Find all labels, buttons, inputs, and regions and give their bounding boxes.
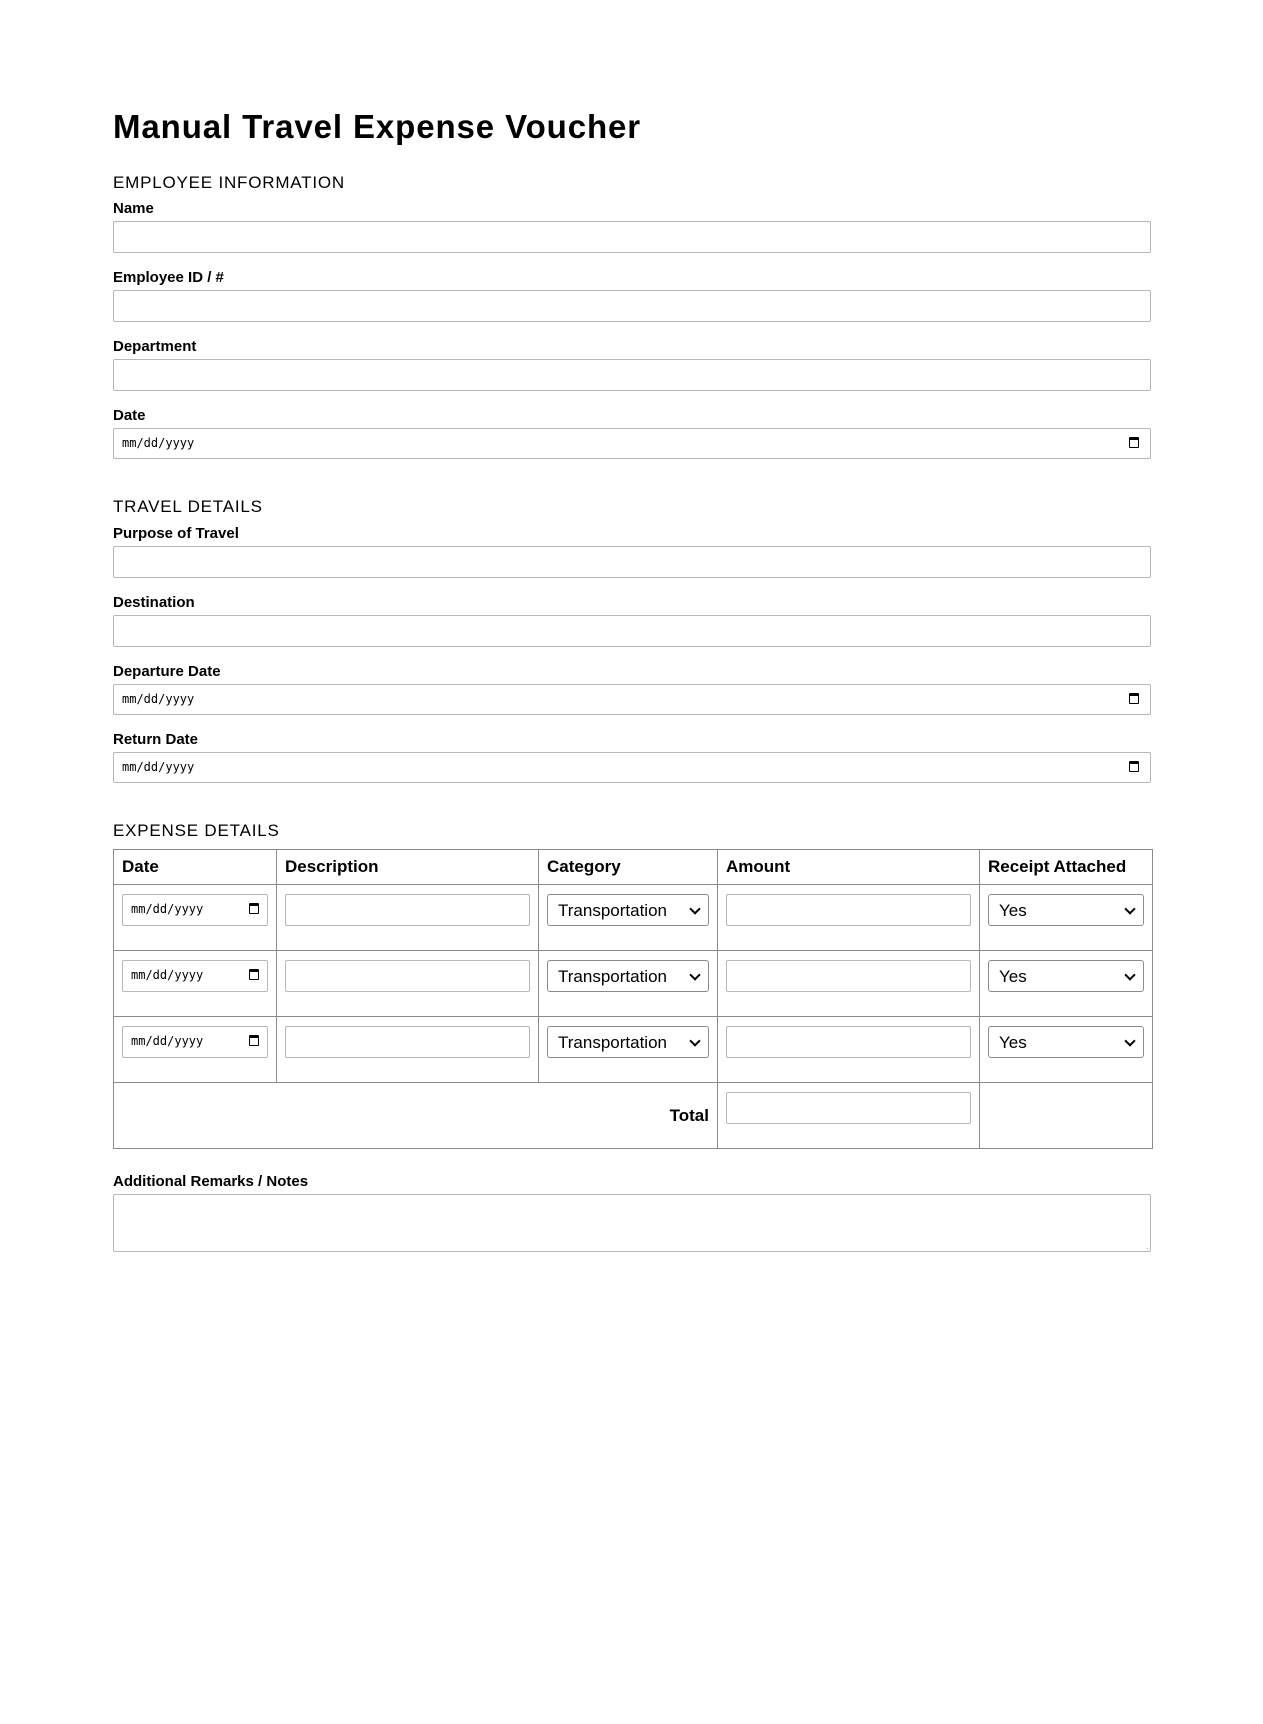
date-label: Date xyxy=(113,407,146,424)
employee-section-heading: EMPLOYEE INFORMATION xyxy=(113,173,345,192)
column-header-category: Category xyxy=(539,850,718,885)
expense-description-input[interactable] xyxy=(285,960,530,992)
receipt-selected-value: Yes xyxy=(999,967,1027,986)
expense-category-select[interactable] xyxy=(547,894,709,926)
expense-date-input[interactable] xyxy=(122,960,268,992)
date-input[interactable] xyxy=(113,428,1151,459)
department-input[interactable] xyxy=(113,359,1151,391)
expense-row xyxy=(114,951,1153,1017)
departure-date-input[interactable] xyxy=(113,684,1151,715)
departure-date-placeholder: mm/dd/yyyy xyxy=(122,692,195,706)
purpose-label: Purpose of Travel xyxy=(113,525,239,542)
chevron-down-icon xyxy=(1124,1035,1135,1046)
purpose-input[interactable] xyxy=(113,546,1151,578)
expense-header-row xyxy=(114,850,1153,885)
employee-id-input[interactable] xyxy=(113,290,1151,322)
total-row xyxy=(114,1083,1153,1149)
destination-label: Destination xyxy=(113,594,195,611)
remarks-textarea[interactable] xyxy=(113,1194,1151,1252)
expense-category-select[interactable] xyxy=(547,960,709,992)
expense-amount-input[interactable] xyxy=(726,894,971,926)
receipt-attached-select[interactable] xyxy=(988,960,1144,992)
expense-date-placeholder: mm/dd/yyyy xyxy=(131,902,204,916)
column-header-amount: Amount xyxy=(718,850,980,885)
departure-date-label: Departure Date xyxy=(113,663,221,680)
column-header-receipt: Receipt Attached xyxy=(980,850,1153,885)
expense-category-select[interactable] xyxy=(547,1026,709,1058)
return-date-input[interactable] xyxy=(113,752,1151,783)
calendar-icon[interactable] xyxy=(249,1035,259,1046)
expense-date-placeholder: mm/dd/yyyy xyxy=(131,968,204,982)
chevron-down-icon xyxy=(1124,969,1135,980)
chevron-down-icon xyxy=(689,969,700,980)
category-selected-value: Transportation xyxy=(558,901,667,920)
column-header-description: Description xyxy=(277,850,539,885)
category-selected-value: Transportation xyxy=(558,1033,667,1052)
calendar-icon[interactable] xyxy=(1129,761,1139,772)
expense-table xyxy=(113,849,1153,1149)
chevron-down-icon xyxy=(1124,903,1135,914)
expense-row xyxy=(114,1017,1153,1083)
name-input[interactable] xyxy=(113,221,1151,253)
expense-section-heading: EXPENSE DETAILS xyxy=(113,821,280,840)
receipt-selected-value: Yes xyxy=(999,1033,1027,1052)
receipt-attached-select[interactable] xyxy=(988,1026,1144,1058)
receipt-selected-value: Yes xyxy=(999,901,1027,920)
expense-amount-input[interactable] xyxy=(726,1026,971,1058)
date-placeholder: mm/dd/yyyy xyxy=(122,436,195,450)
calendar-icon[interactable] xyxy=(249,969,259,980)
expense-date-placeholder: mm/dd/yyyy xyxy=(131,1034,204,1048)
expense-description-input[interactable] xyxy=(285,894,530,926)
calendar-icon[interactable] xyxy=(1129,437,1139,448)
expense-description-input[interactable] xyxy=(285,1026,530,1058)
employee-id-label: Employee ID / # xyxy=(113,269,224,286)
resize-handle-icon[interactable] xyxy=(1140,1241,1148,1249)
name-label: Name xyxy=(113,200,154,217)
return-date-placeholder: mm/dd/yyyy xyxy=(122,760,195,774)
expense-amount-input[interactable] xyxy=(726,960,971,992)
expense-date-input[interactable] xyxy=(122,1026,268,1058)
page-title: Manual Travel Expense Voucher xyxy=(113,108,642,145)
calendar-icon[interactable] xyxy=(249,903,259,914)
category-selected-value: Transportation xyxy=(558,967,667,986)
travel-section-heading: TRAVEL DETAILS xyxy=(113,497,263,516)
calendar-icon[interactable] xyxy=(1129,693,1139,704)
return-date-label: Return Date xyxy=(113,731,199,748)
expense-date-input[interactable] xyxy=(122,894,268,926)
expense-row xyxy=(114,885,1153,951)
department-label: Department xyxy=(113,338,197,355)
chevron-down-icon xyxy=(689,903,700,914)
destination-input[interactable] xyxy=(113,615,1151,647)
empty-cell xyxy=(980,1083,1153,1149)
receipt-attached-select[interactable] xyxy=(988,894,1144,926)
total-amount-input[interactable] xyxy=(726,1092,971,1124)
total-label: Total xyxy=(114,1083,718,1149)
remarks-label: Additional Remarks / Notes xyxy=(113,1173,309,1190)
column-header-date: Date xyxy=(114,850,277,885)
chevron-down-icon xyxy=(689,1035,700,1046)
